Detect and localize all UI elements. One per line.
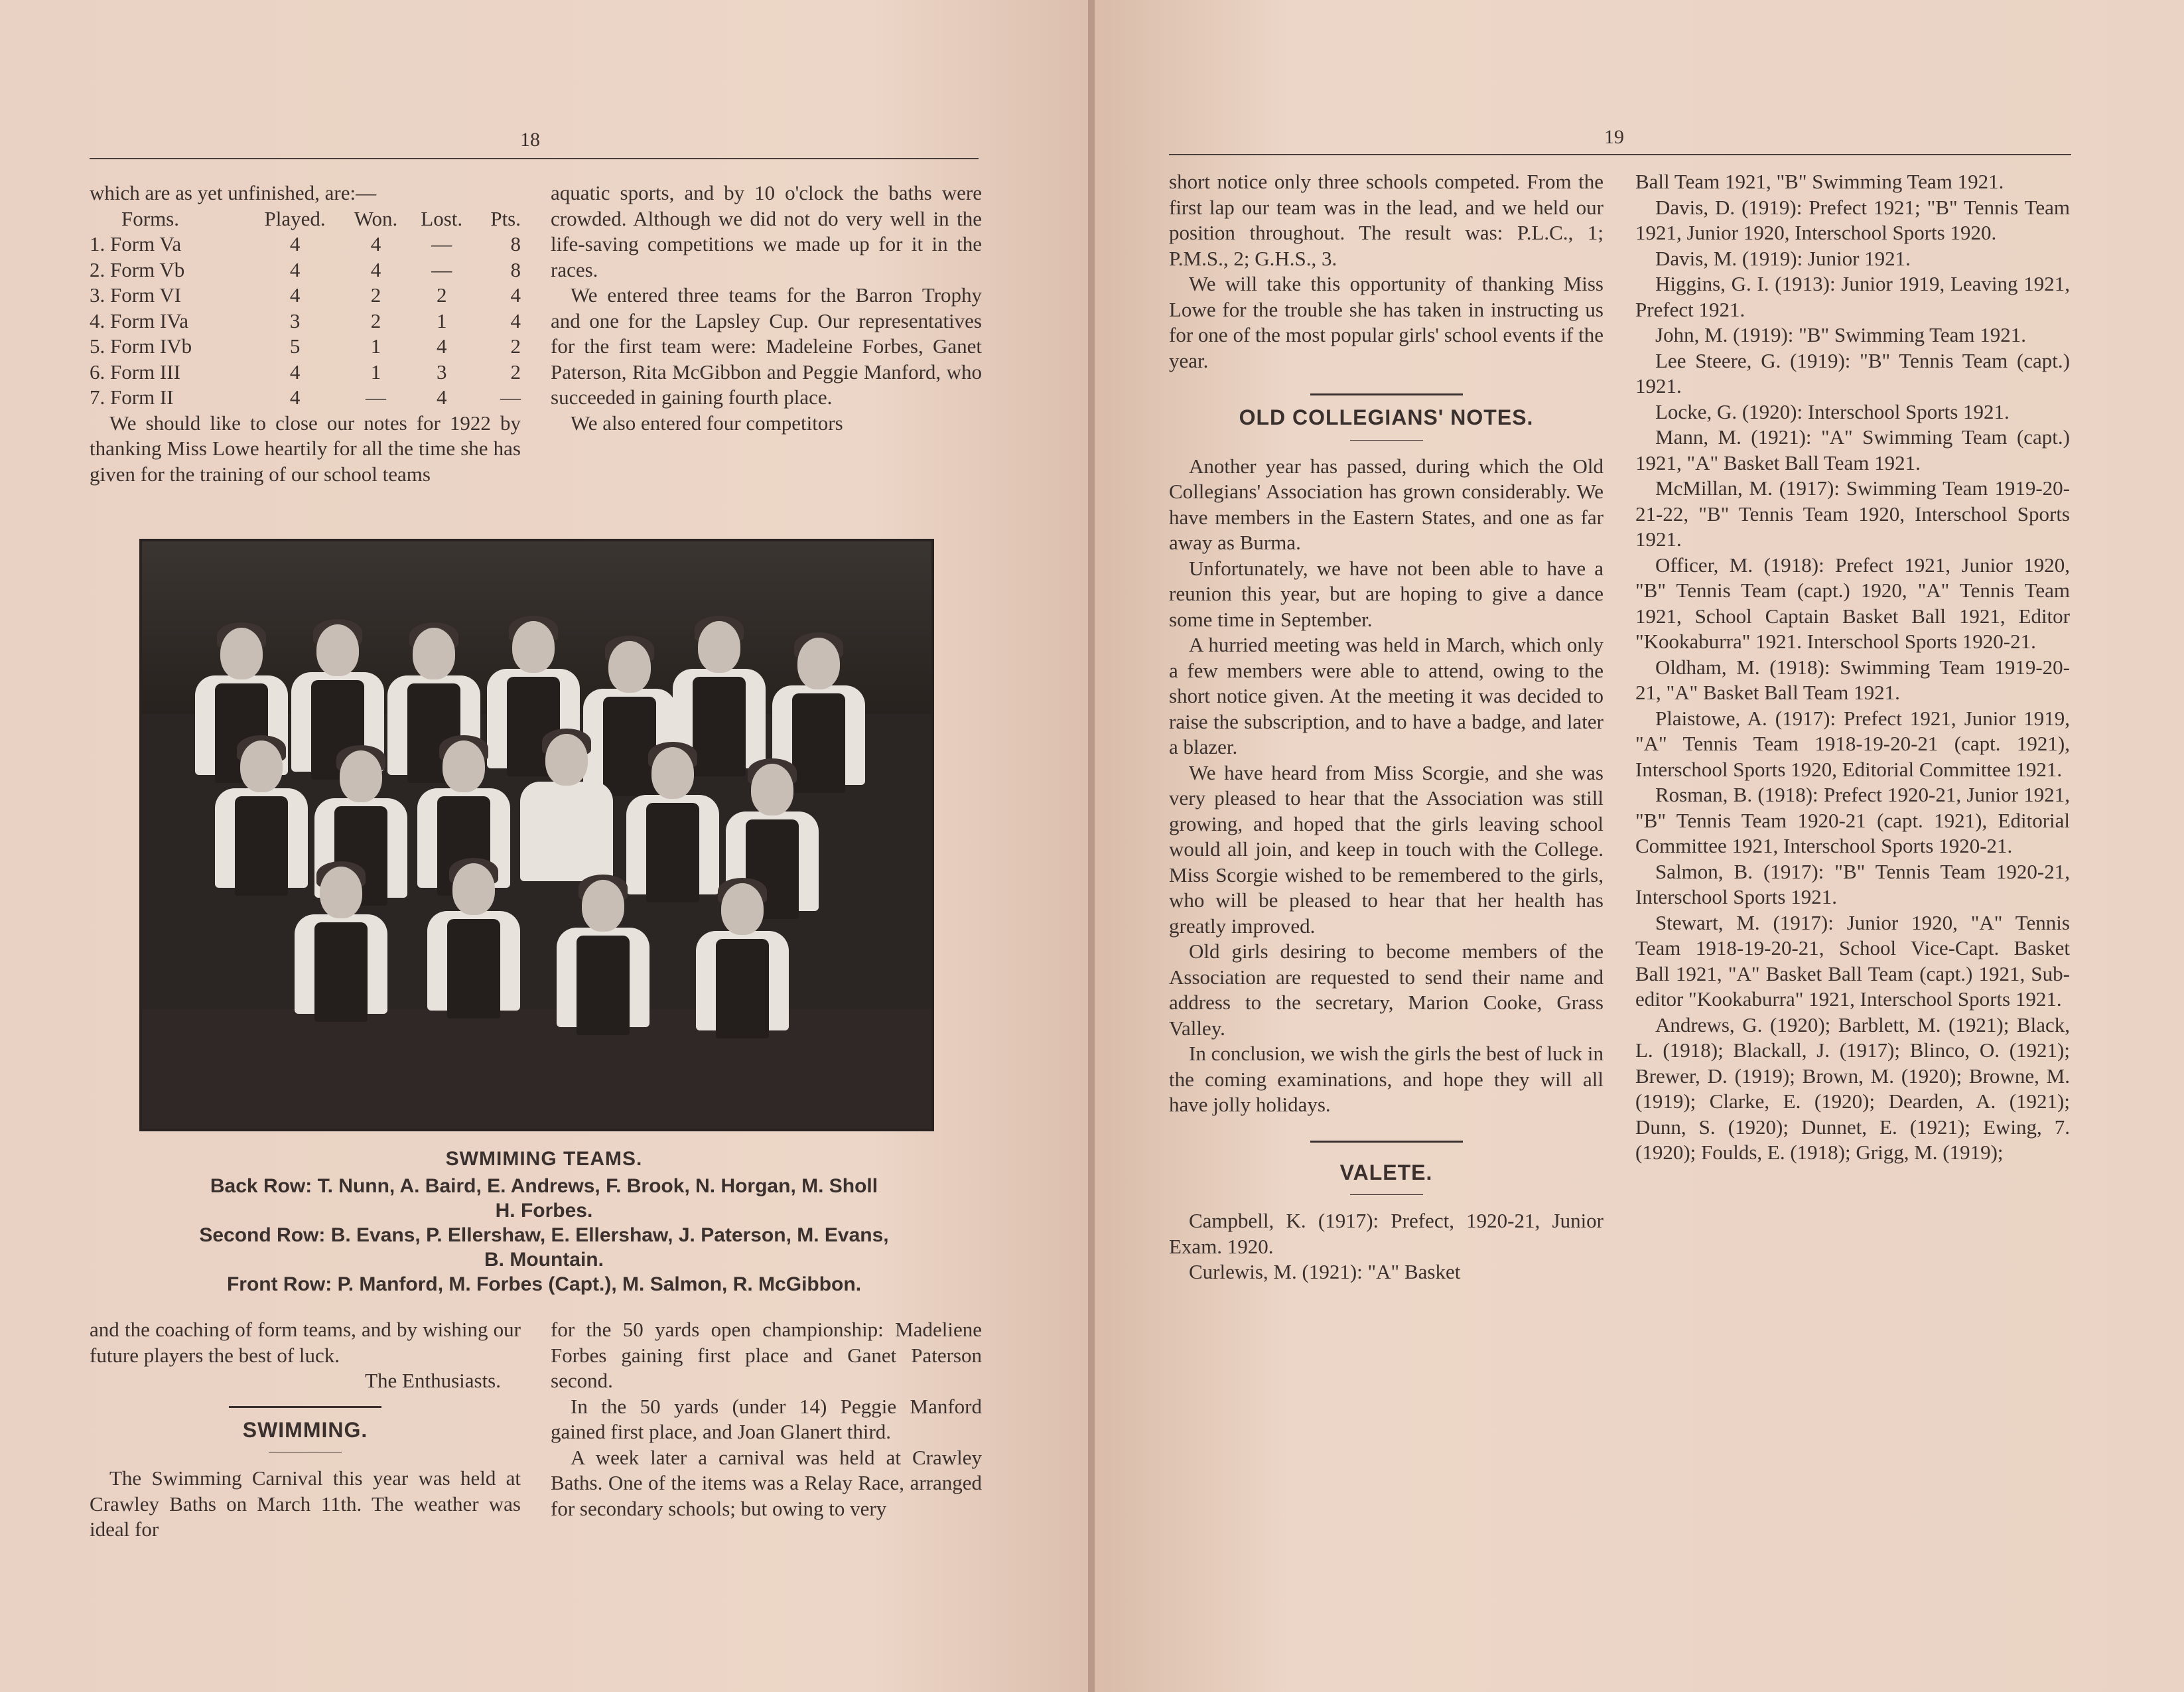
valete-entry-campbell: Campbell, K. (1917): Prefect, 1920-21, Junior Exam. 1920. bbox=[1169, 1209, 1604, 1258]
header-pts: Pts. bbox=[490, 206, 521, 230]
right-column-2 bbox=[1635, 169, 2070, 1166]
left-column-2-top bbox=[551, 180, 982, 436]
valete-entry: Rosman, B. (1918): Prefect 1920-21, Junior 1921, "B" Tennis Team 1920-21 (capt. 1921), Editorial Committee 1921, Interschool Sports 1920-21. bbox=[1635, 783, 2070, 857]
page-number-right: 19 bbox=[1604, 126, 1624, 148]
valete-entry: Higgins, G. I. (1913): Junior 1919, Leaving 1921, Prefect 1921. bbox=[1635, 272, 2070, 321]
oc-paragraph-1: Another year has passed, during which the Old Collegians' Association has grown considerably. We have members in the Eastern States, and one as far away as Burma. bbox=[1169, 454, 1604, 554]
championship-paragraph: for the 50 yards open championship: Madeliene Forbes gaining first place and Ganet Paterson second. bbox=[551, 1318, 982, 1392]
left-column-2-bottom bbox=[551, 1317, 982, 1521]
section-divider bbox=[1310, 393, 1463, 395]
competitors-paragraph: We also entered four competitors bbox=[571, 411, 843, 435]
aquatic-sports-paragraph: aquatic sports, and by 10 o'clock the baths were crowded. Although we did not do very well in the life-saving competitions we made up for it in the races. bbox=[551, 181, 982, 281]
valete-entry: Ball Team 1921, "B" Swimming Team 1921. bbox=[1635, 170, 2004, 193]
swimming-heading: SWIMMING. bbox=[242, 1417, 368, 1442]
valete-entry-list: Andrews, G. (1920); Barblett, M. (1921); Black, L. (1918); Blackall, J. (1917); Blinco, O. (1921); Brewer, D. (1919); Brown, M. (1920); Browne, M. (1919); Clarke, E. (1920); Dearden, A. (1921); Dunn, S. (1920); Dunnet, E. (1921); Ewing, 7. (1920); Foulds, E. (1918); Grigg, M. (1919); bbox=[1635, 1013, 2070, 1164]
oc-paragraph-5: Old girls desiring to become members of the Association are requested to send their name and address to the secretary, Marion Cooke, Grass Valley. bbox=[1169, 940, 1604, 1040]
header-won: Won. bbox=[354, 206, 398, 230]
oc-paragraph-6: In conclusion, we wish the girls the best of luck in the coming examinations, and hope they will all have jolly holidays. bbox=[1169, 1042, 1604, 1116]
caption-second-row-cont: B. Mountain. bbox=[484, 1249, 604, 1271]
closing-notes-paragraph: We should like to close our notes for 1922 by thanking Miss Lowe heartily for all the time she has given for the training of our school teams bbox=[90, 411, 521, 486]
valete-entry-curlewis: Curlewis, M. (1921): "A" Basket bbox=[1189, 1260, 1461, 1283]
table-row: 6. Form III 4 1 3 2 bbox=[90, 360, 521, 384]
valete-entry: Oldham, M. (1918): Swimming Team 1919-20-21, "A" Basket Ball Team 1921. bbox=[1635, 655, 2070, 704]
valete-entry: Davis, D. (1919): Prefect 1921; "B" Tennis Team 1921, Junior 1920, Interschool Sports 1920. bbox=[1635, 195, 2070, 244]
header-played: Played. bbox=[264, 206, 326, 230]
section-divider bbox=[1310, 1141, 1463, 1143]
caption-front-row: Front Row: P. Manford, M. Forbes (Capt.), M. Salmon, R. McGibbon. bbox=[226, 1273, 862, 1295]
valete-entry: Davis, M. (1919): Junior 1921. bbox=[1655, 246, 1911, 270]
signature-enthusiasts: The Enthusiasts. bbox=[365, 1369, 501, 1392]
table-row: 5. Form IVb 5 1 4 2 bbox=[90, 334, 521, 358]
table-row: 3. Form VI 4 2 2 4 bbox=[90, 283, 521, 307]
coaching-paragraph: and the coaching of form teams, and by wishing our future players the best of luck. bbox=[90, 1318, 521, 1367]
header-rule-left bbox=[90, 158, 979, 159]
table-row: 2. Form Vb 4 4 — 8 bbox=[90, 257, 521, 281]
valete-entry: Locke, G. (1920): Interschool Sports 1921. bbox=[1655, 399, 2010, 423]
forms-table-header bbox=[90, 206, 521, 232]
table-row: 4. Form IVa 3 2 1 4 bbox=[90, 309, 521, 332]
photo-caption bbox=[66, 1147, 1022, 1297]
oc-paragraph-2: Unfortunately, we have not been able to have a reunion this year, but are hoping to give a dance some time in September. bbox=[1169, 556, 1604, 631]
thanks-miss-lowe-paragraph: We will take this opportunity of thanking Miss Lowe for the trouble she has taken in instructing us for one of the most popular girls' school events if the year. bbox=[1169, 272, 1604, 372]
section-divider bbox=[1350, 440, 1423, 441]
under-14-paragraph: In the 50 yards (under 14) Peggie Manford gained first place, and Joan Glanert third. bbox=[551, 1394, 982, 1443]
table-row: 7. Form II 4 — 4 — bbox=[90, 386, 521, 409]
valete-entry: Officer, M. (1918): Prefect 1921, Junior 1920, "B" Tennis Team (capt.) 1920, "A" Tennis Team 1921, School Captain Basket Ball 1921, Editor "Kookaburra" 1921. Interschool Sports 1920-21. bbox=[1635, 553, 2070, 653]
swimming-team-photo bbox=[139, 539, 934, 1131]
photo-caption-title: SWMIMING TEAMS. bbox=[445, 1148, 643, 1170]
book-gutter bbox=[1088, 0, 1095, 1692]
left-column-1-top bbox=[90, 180, 521, 487]
caption-back-row: Back Row: T. Nunn, A. Baird, E. Andrews, F. Brook, N. Horgan, M. Sholl bbox=[210, 1175, 878, 1197]
oc-paragraph-3: A hurried meeting was held in March, which only a few members were able to attend, owing to the short notice given. At the meeting it was decided to raise the subscription, and to have a badge, and later a blazer. bbox=[1169, 633, 1604, 758]
valete-entry: McMillan, M. (1917): Swimming Team 1919-20-21-22, "B" Tennis Team 1920, Interschool Sports 1921. bbox=[1635, 476, 2070, 551]
page-number-left: 18 bbox=[520, 129, 540, 151]
caption-second-row: Second Row: B. Evans, P. Ellershaw, E. Ellershaw, J. Paterson, M. Evans, bbox=[199, 1224, 889, 1246]
relay-result-paragraph: short notice only three schools competed. From the first lap our team was in the lead, and we held our position throughout. The result was: P.L.C., 1; P.M.S., 2; G.H.S., 3. bbox=[1169, 170, 1604, 270]
table-row: 1. Form Va 4 4 — 8 bbox=[90, 232, 521, 255]
valete-entry: Plaistowe, A. (1917): Prefect 1921, Junior 1919, "A" Tennis Team 1918-19-20-21 (capt. 1921), Interschool Sports 1920, Editorial Committee 1921. bbox=[1635, 706, 2070, 781]
right-column-1 bbox=[1169, 169, 1604, 1285]
valete-heading: VALETE. bbox=[1339, 1160, 1433, 1184]
valete-entry: Mann, M. (1921): "A" Swimming Team (capt.) 1921, "A" Basket Ball Team 1921. bbox=[1635, 425, 2070, 474]
section-divider bbox=[1350, 1194, 1423, 1195]
forms-intro: which are as yet unfinished, are:— bbox=[90, 181, 377, 204]
left-column-1-bottom bbox=[90, 1317, 521, 1543]
forms-table bbox=[90, 206, 521, 411]
header-lost: Lost. bbox=[421, 206, 463, 230]
valete-entry: John, M. (1919): "B" Swimming Team 1921. bbox=[1655, 323, 2027, 346]
oc-paragraph-4: We have heard from Miss Scorgie, and she was very pleased to hear that the Association was still growing, and hoped that the girls leaving school would all join, and keep in touch with the College. Miss Scorgie wished to be remembered to the girls, who will be pleased to hear that her health has greatly improved. bbox=[1169, 760, 1604, 938]
caption-back-row-cont: H. Forbes. bbox=[495, 1200, 593, 1222]
header-forms: Forms. bbox=[121, 206, 179, 230]
valete-entry: Stewart, M. (1917): Junior 1920, "A" Tennis Team 1918-19-20-21, School Vice-Capt. Basket Ball 1921, "A" Basket Ball Team (capt.) 1921, Sub-editor "Kookaburra" 1921, Interschool Sports 1921. bbox=[1635, 910, 2070, 1011]
swimming-carnival-paragraph: The Swimming Carnival this year was held at Crawley Baths on March 11th. The weather was ideal for bbox=[90, 1466, 521, 1541]
section-divider bbox=[229, 1406, 381, 1408]
relay-race-paragraph: A week later a carnival was held at Crawley Baths. One of the items was a Relay Race, arranged for secondary schools; but owing to very bbox=[551, 1445, 982, 1520]
old-collegians-heading: OLD COLLEGIANS' NOTES. bbox=[1239, 405, 1534, 429]
valete-entry: Lee Steere, G. (1919): "B" Tennis Team (capt.) 1921. bbox=[1635, 348, 2070, 397]
barron-trophy-paragraph: We entered three teams for the Barron Trophy and one for the Lapsley Cup. Our representatives for the first team were: Madeleine Forbes, Ganet Paterson, Rita McGibbon and Peggie Manford, who succeeded in gaining fourth place. bbox=[551, 283, 982, 409]
valete-entry: Salmon, B. (1917): "B" Tennis Team 1920-21, Interschool Sports 1921. bbox=[1635, 859, 2070, 908]
header-rule-right bbox=[1169, 154, 2071, 155]
